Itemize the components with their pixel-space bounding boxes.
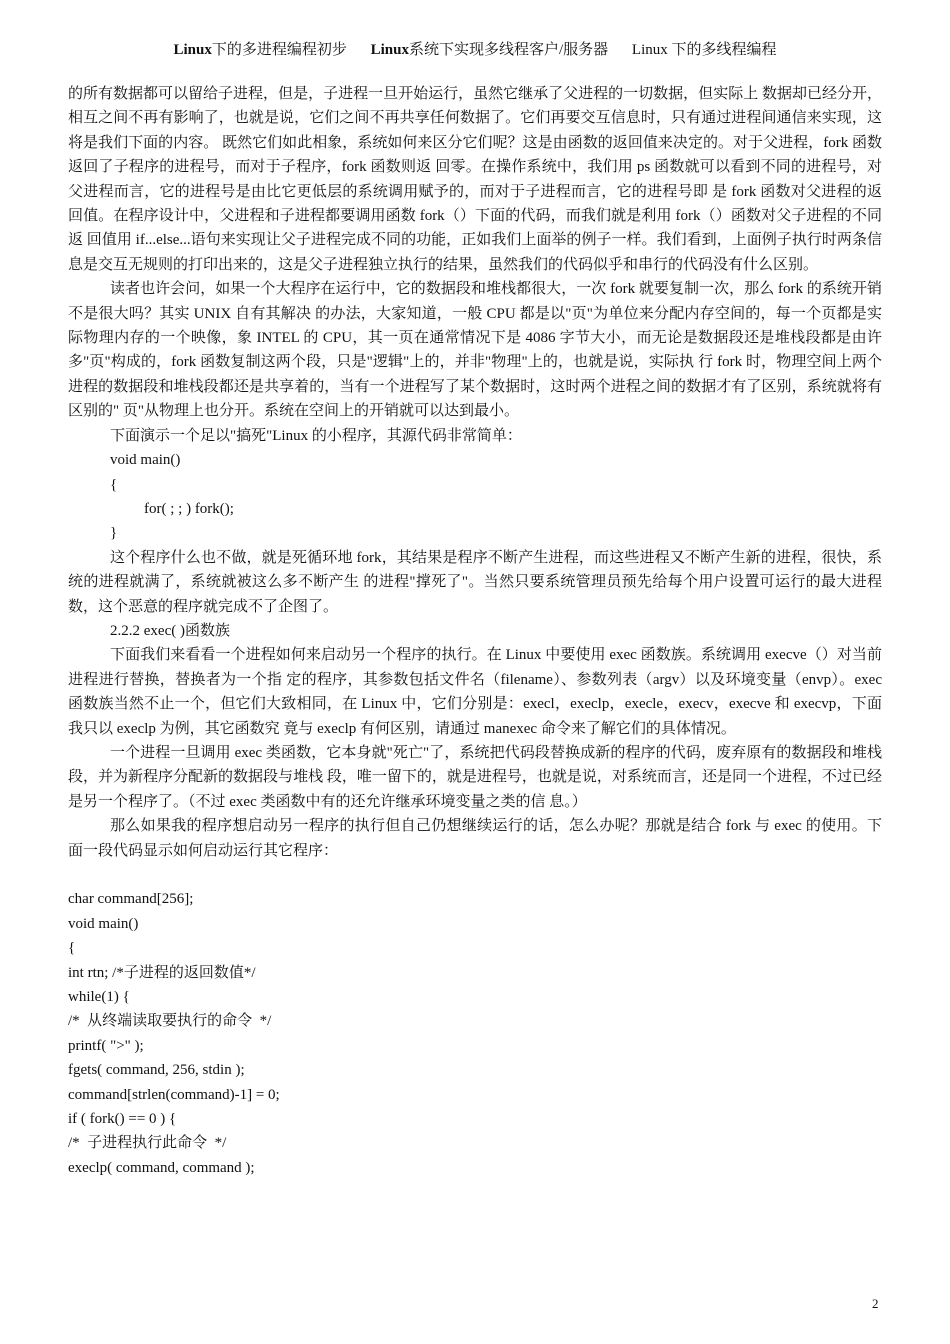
paragraph-5: 下面我们来看看一个进程如何来启动另一个程序的执行。在 Linux 中要使用 exec 函数族。系统调用 execve（）对当前进程进行替换，替换者为一个指 定的程序，其参数包括文件名（filename）、参数列表（argv）以及环境变量（envp）。exec 函数族当然不止一个，但它们大致相同，在 Linux 中，它们分别是：execl，execlp，execle，execv，execve 和 execvp，下面我只以 execlp 为例，其它函数究 竟与 execlp 有何区别，请通过 manexec 命令来了解它们的具体情况。 xyxy=(68,647,882,737)
code-line: if ( fork() == 0 ) { xyxy=(68,1111,177,1128)
code-line: fgets( command, 256, stdin ); xyxy=(68,1062,245,1079)
code-line: { xyxy=(68,940,76,957)
header-link-multiprocess[interactable]: Linux下的多进程编程初步 xyxy=(173,42,347,58)
paragraph-4: 这个程序什么也不做，就是死循环地 fork，其结果是程序不断产生进程，而这些进程又不断产生新的进程，很快，系统的进程就满了，系统就被这么多不断产生 的进程"撑死了"。当然只要系统管理员预先给每个用户设置可运行的最大进程数，这个恶意的程序就完成不了企图了。 xyxy=(68,549,882,615)
paragraph-7: 那么如果我的程序想启动另一程序的执行但自己仍想继续运行的话，怎么办呢？那就是结合 fork 与 exec 的使用。下面一段代码显示如何启动运行其它程序： xyxy=(68,818,882,859)
code-line: execlp( command, command ); xyxy=(68,1159,255,1176)
code-line: for( ; ; ) fork(); xyxy=(144,500,234,517)
code-line: void main() xyxy=(110,452,181,469)
header-link-multithread[interactable]: Linux 下的多线程编程 xyxy=(631,42,777,58)
paragraph-6: 一个进程一旦调用 exec 类函数，它本身就"死亡"了，系统把代码段替换成新的程序的代码，废弃原有的数据段和堆栈段，并为新程序分配新的数据段与堆栈 段，唯一留下的，就是进程号，也就是说，对系统而言，还是同一个进程，不过已经是另一个程序了。（不过 exec 类函数中有的还允许继承环境变量之类的信 息。） xyxy=(68,744,882,810)
code-line: command[strlen(command)-1] = 0; xyxy=(68,1086,280,1103)
paragraph-1: 的所有数据都可以留给子进程，但是，子进程一旦开始运行，虽然它继承了父进程的一切数据，但实际上 数据却已经分开，相互之间不再有影响了，也就是说，它们之间不再共享任何数据了。它们再要交互信息时，只有通过进程间通信来实现，这将是我们下面的内容。 既然它们如此相象，系统如何来区分它们呢？这是由函数的返回值来决定的。对于父进程，fork 函数返回了子程序的进程号，而对于子程序，fork 函数则返 回零。在操作系统中，我们用 ps 函数就可以看到不同的进程号，对父进程而言，它的进程号是由比它更低层的系统调用赋予的，而对于子进程而言，它的进程号即 是 fork 函数对父进程的返回值。在程序设计中，父进程和子进程都要调用函数 fork（）下面的代码，而我们就是利用 fork（）函数对父子进程的不同返 回值用 if...else...语句来实现让父子进程完成不同的功能，正如我们上面举的例子一样。我们看到，上面例子执行时两条信息是交互无规则的打印出来的，这是父子进程独立执行的结果，虽然我们的代码似乎和串行的代码没有什么区别。 xyxy=(68,86,882,273)
code-line: /* 从终端读取要执行的命令 */ xyxy=(68,1013,272,1030)
code-line: /* 子进程执行此命令 */ xyxy=(68,1135,227,1152)
code-line: char command[256]; xyxy=(68,891,194,908)
code-line: int rtn; /*子进程的返回数值*/ xyxy=(68,964,256,981)
paragraph-2: 读者也许会问，如果一个大程序在运行中，它的数据段和堆栈都很大，一次 fork 就要复制一次，那么 fork 的系统开销不是很大吗？其实 UNIX 自有其解决 的办法，大家知道，一般 CPU 都是以"页"为单位来分配内存空间的，每一个页都是实际物理内存的一个映像，象 INTEL 的 CPU，其一页在通常情况下是 4086 字节大小，而无论是数据段还是堆栈段都是由许多"页"构成的，fork 函数复制这两个段，只是"逻辑"上的，并非"物理"上的，也就是说，实际执 行 fork 时，物理空间上两个进程的数据段和堆栈段都还是共享着的，当有一个进程写了某个数据时，这时两个进程之间的数据才有了区别，系统就将有区别的" 页"从物理上也分开。系统在空间上的开销就可以达到最小。 xyxy=(68,281,882,420)
document-body xyxy=(68,82,882,1180)
header-link-client-server[interactable]: Linux系统下实现多线程客户/服务器 xyxy=(370,42,609,58)
blank-line xyxy=(68,863,882,887)
page-number: 2 xyxy=(872,1296,879,1311)
section-heading: 2.2.2 exec( )函数族 xyxy=(110,622,230,639)
code-block xyxy=(68,887,882,1180)
header-links xyxy=(0,38,950,59)
code-line: printf( ">" ); xyxy=(68,1037,144,1054)
code-line: } xyxy=(110,525,118,542)
code-line: while(1) { xyxy=(68,989,130,1006)
paragraph-3: 下面演示一个足以"搞死"Linux 的小程序，其源代码非常简单： xyxy=(110,427,522,444)
code-line: { xyxy=(110,476,118,493)
code-line: void main() xyxy=(68,915,139,932)
